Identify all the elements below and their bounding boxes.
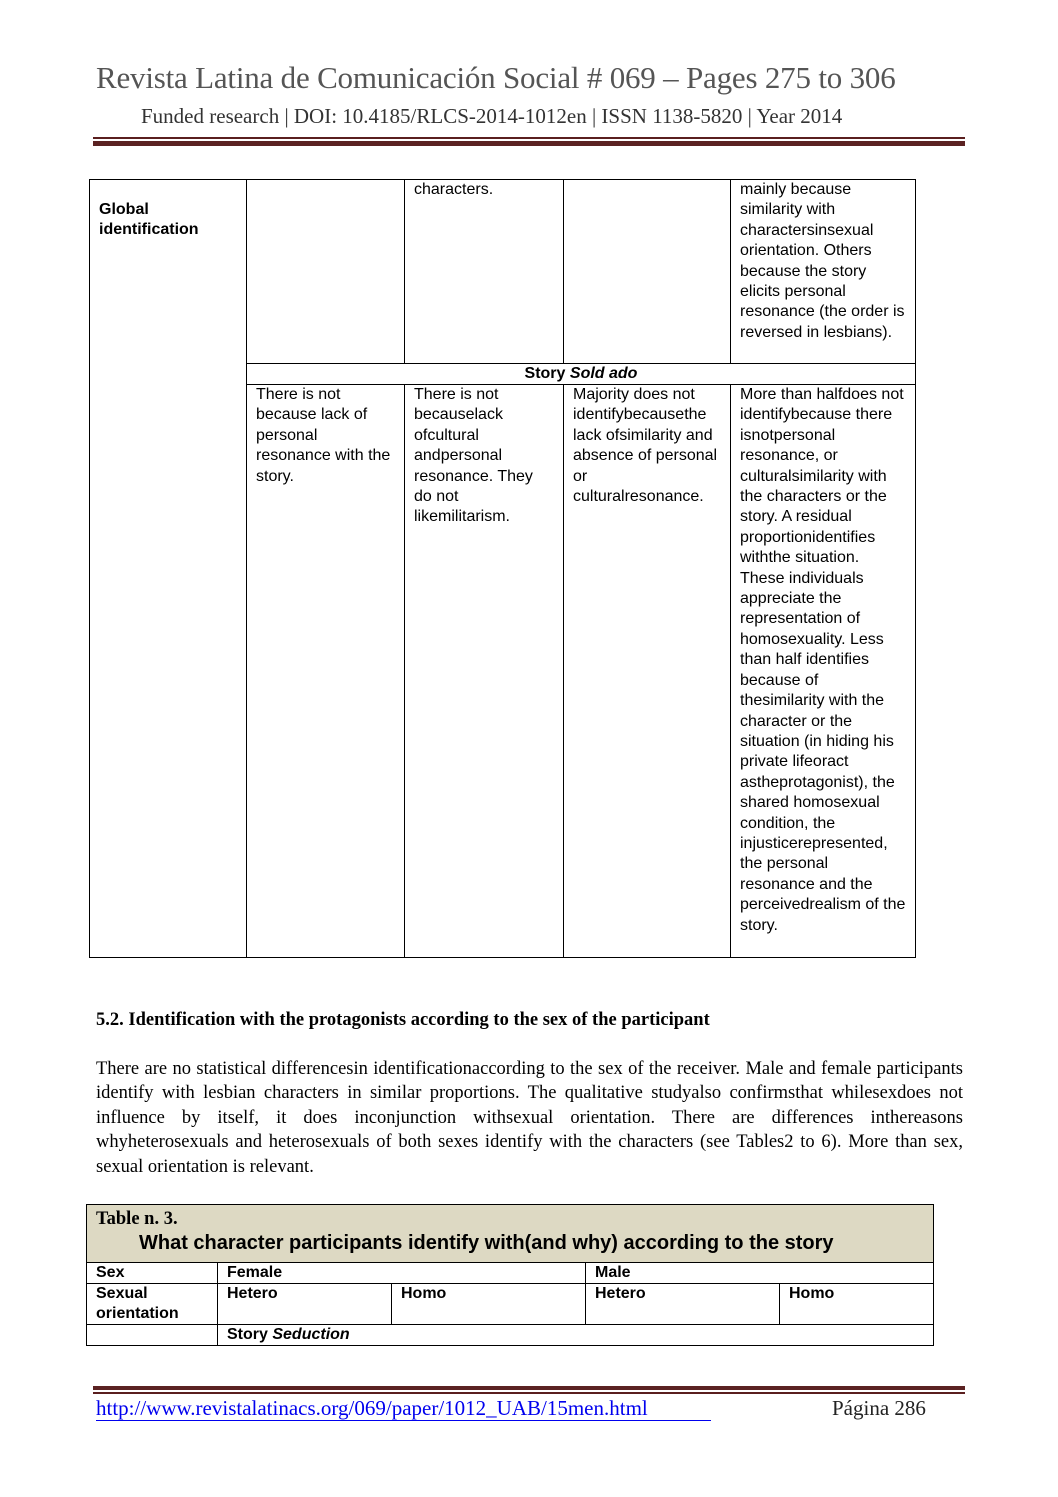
male-homo-header: Homo (780, 1284, 934, 1325)
table-cell: There is not becauselack ofcultural andpersonal resonance. They do not likemilitarism. (405, 385, 564, 958)
story-soldado-header (247, 364, 916, 385)
sex-row (87, 1263, 934, 1284)
story-name: Sold ado (569, 365, 638, 382)
caption-row (87, 1205, 934, 1263)
section-heading: 5.2. Identification with the protagonists according to the sex of the participant (96, 1010, 710, 1030)
article-url-link[interactable]: http://www.revistalatinacs.org/069/paper/1012_UAB/15men.html (96, 1396, 711, 1421)
story-header-row (87, 1325, 934, 1346)
table-cell: characters. (405, 180, 564, 364)
sex-label: Sex (87, 1263, 218, 1284)
story-prefix: Story (524, 365, 566, 382)
table-cell: Majority does not identifybecausethe lack ofsimilarity and absence of personal or culturalresonance. (564, 385, 731, 958)
female-homo-header: Homo (392, 1284, 586, 1325)
table-3 (86, 1204, 934, 1346)
male-header: Male (586, 1263, 934, 1284)
female-hetero-header: Hetero (218, 1284, 392, 1325)
identification-table-continued (89, 179, 916, 958)
table-cell: More than halfdoes not identifybecause there isnotpersonal resonance, or culturalsimilarity with the characters or the story. A residual proportionidentifies withthe situation. These individuals appreciate the representation of homosexuality. Less than half identifies because of thesimilarity with the character or the situation (in hiding his private lifeoract astheprotagonist), the shared homosexual condition, the injusticerepresented, the personal resonance and the perceivedrealism of the story. (731, 385, 916, 958)
page-number: Página 286 (832, 1396, 926, 1420)
header-rule-thin (93, 137, 965, 139)
male-hetero-header: Hetero (586, 1284, 780, 1325)
journal-title: Revista Latina de Comunicación Social # 069 – Pages 275 to 306 (96, 60, 896, 95)
story-prefix: Story (227, 1326, 268, 1343)
table-cell: There is not because lack of personal resonance with the story. (247, 385, 405, 958)
journal-subtitle: Funded research | DOI: 10.4185/RLCS-2014-1012en | ISSN 1138-5820 | Year 2014 (141, 104, 843, 128)
table-cell (564, 180, 731, 364)
female-header: Female (218, 1263, 586, 1284)
row-label-global-identification: Global identification (90, 180, 247, 958)
orientation-label: Sexual orientation (87, 1284, 218, 1325)
orientation-row (87, 1284, 934, 1325)
header-rule-thick (93, 141, 965, 146)
body-paragraph: There are no statistical differencesin identificationaccording to the sex of the receiver. Male and female participants identify with lesbian characters in similar proportions. The qualitative studyalso confirmsthat whilesexdoes not influence by itself, it does inconjunction withsexual orientation. There are differences inthereasons whyheterosexuals and heterosexuals of both sexes identify with the characters (see Tables2 to 6). More than sex, sexual orientation is relevant. (96, 1059, 963, 1177)
table-cell: mainly because similarity with charactersinsexual orientation. Others because the story elicits personal resonance (the order is reversed in lesbians). (731, 180, 916, 364)
table-title: What character participants identify with(and why) according to the story (139, 1232, 834, 1254)
footer-rule-thick (93, 1386, 965, 1390)
table-number: Table n. 3. (96, 1209, 178, 1229)
table-caption (87, 1205, 934, 1263)
footer-rule-thin (93, 1392, 965, 1394)
story-seduction-header (218, 1325, 934, 1346)
empty-cell (87, 1325, 218, 1346)
table-row (90, 180, 916, 364)
table-cell (247, 180, 405, 364)
story-name: Seduction (272, 1326, 350, 1343)
